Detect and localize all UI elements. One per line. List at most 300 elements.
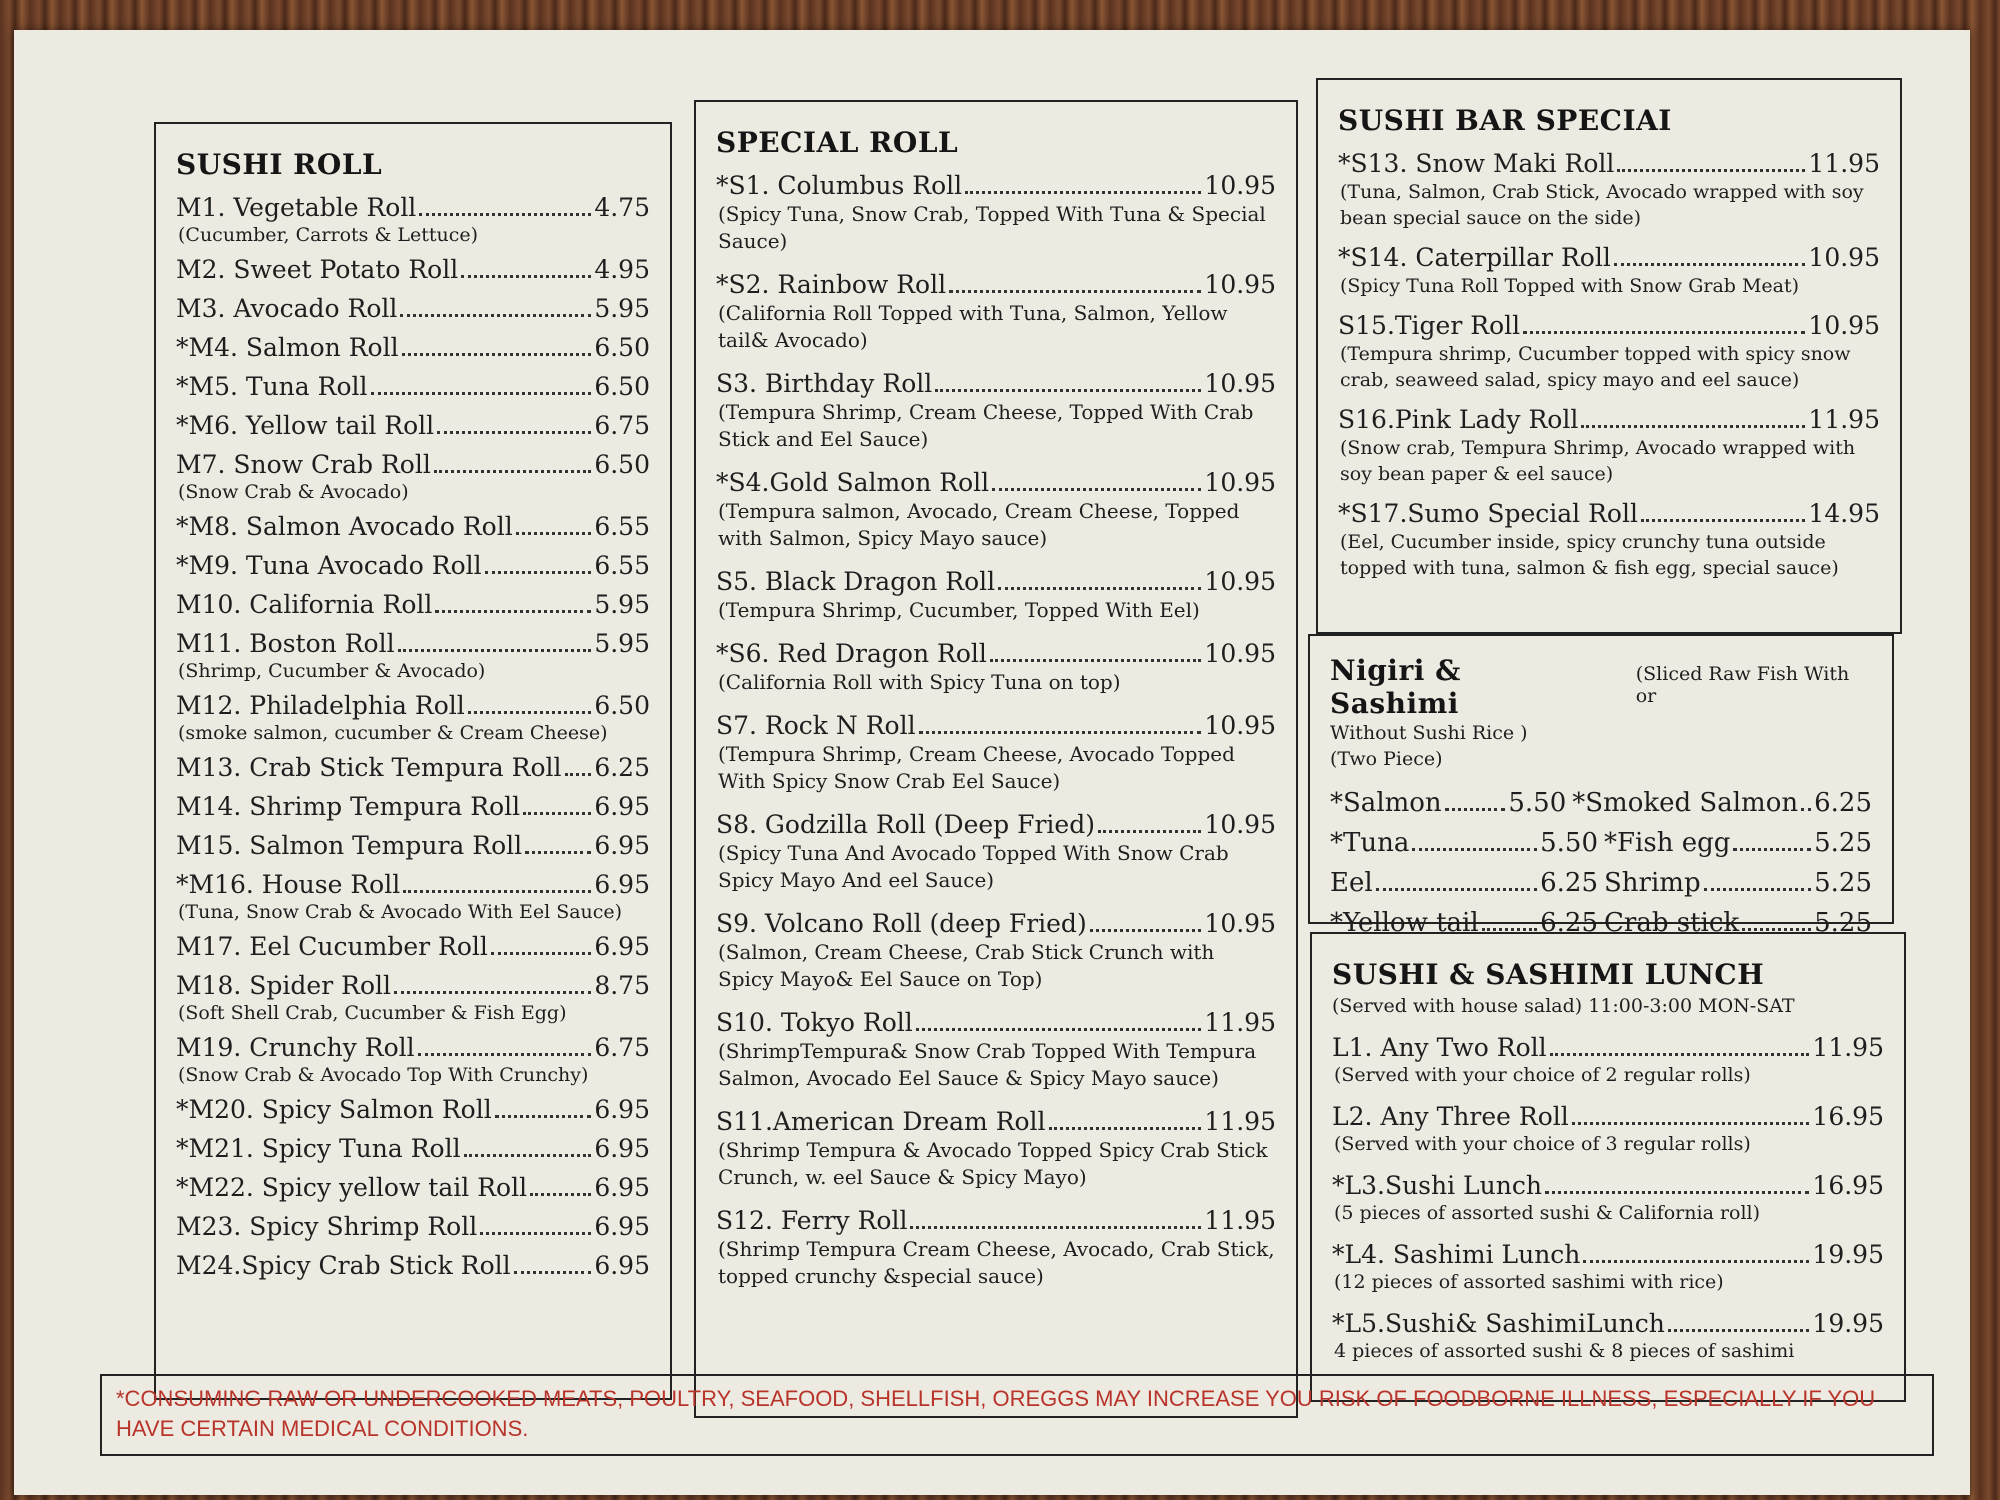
allergy-warning: *CONSUMING RAW OR UNDERCOOKED MEATS, POULTRY, SEAFOOD, SHELLFISH, OREGGS MAY INCREASE YOU RISK OF FOODBORNE ILLNESS, ESPECIALLY IF YOU HAVE CERTAIN MEDICAL CONDITIONS. [100,1374,1934,1456]
item-description: (California Roll with Spicy Tuna on top) [718,670,1121,694]
dot-leader [371,392,592,395]
dot-leader [419,213,591,216]
menu-item [176,969,650,1026]
dot-leader [516,532,592,535]
dot-leader [495,1115,592,1118]
item-price: 5.25 [1814,868,1872,898]
item-name: *Fish egg [1604,828,1731,858]
item-price: 19.95 [1812,1240,1884,1269]
item-price: 6.25 [1540,868,1598,898]
dot-leader [1445,808,1506,811]
item-line [176,1132,650,1166]
dot-leader [1523,331,1805,334]
item-name: *S2. Rainbow Roll [716,270,947,299]
item-name: *Tuna [1330,828,1410,858]
item-price: 6.50 [594,691,650,720]
item-line [1338,241,1880,275]
item-price: 6.95 [594,870,650,899]
nigiri-panel [1308,634,1894,938]
item-line [176,751,650,785]
dot-leader [434,470,592,473]
menu-item [716,466,1276,552]
lunch-panel [1310,932,1906,1402]
dot-leader [998,587,1201,590]
item-line [1330,826,1598,860]
menu-item [176,1210,650,1244]
dot-leader [1617,169,1805,172]
dot-leader [916,1028,1202,1031]
item-name: *L5.Sushi& SashimiLunch [1332,1309,1665,1338]
dot-leader [990,659,1202,662]
item-name: *Smoked Salmon [1572,788,1799,818]
item-price: 6.95 [594,831,650,860]
item-description: (California Roll Topped with Tuna, Salmon, Yellow tail& Avocado) [718,301,1228,352]
item-price: 6.75 [594,1033,650,1062]
dot-leader [965,191,1201,194]
dot-leader [1704,888,1812,891]
item-description: (Soft Shell Crab, Cucumber & Fish Egg) [178,1002,567,1024]
special-roll-panel [694,100,1298,1418]
item-line [176,930,650,964]
item-description: (Served with your choice of 3 regular rolls) [1334,1133,1751,1155]
item-line [176,191,650,225]
menu-item [1338,309,1880,393]
item-price: 10.95 [1204,711,1276,740]
item-name: *M20. Spicy Salmon Roll [176,1095,492,1124]
item-description: (Eel, Cucumber inside, spicy crunchy tuna outside topped with tuna, salmon & fish egg, special sauce) [1340,531,1839,579]
menu-item [716,808,1276,894]
item-name: L2. Any Three Roll [1332,1102,1569,1131]
item-price: 10.95 [1204,468,1276,497]
item-line [716,637,1276,671]
item-line [176,253,650,287]
item-description: (Served with your choice of 2 regular rolls) [1334,1064,1751,1086]
item-line [716,1105,1276,1139]
dot-leader [992,488,1201,491]
item-description: (Tempura shrimp, Cucumber topped with spicy snow crab, seaweed salad, spicy mayo and eel sauce) [1340,343,1851,391]
dot-leader [1572,1122,1810,1125]
item-line [1338,147,1880,181]
item-price: 16.95 [1812,1171,1884,1200]
nigiri-note-2 [1330,720,1872,772]
menu-item [176,930,650,964]
dot-leader [1583,1260,1809,1263]
item-price: 11.95 [1204,1008,1276,1037]
dot-leader [1545,1191,1809,1194]
item-line [716,808,1276,842]
item-line [716,709,1276,743]
menu-item [176,409,650,443]
item-name: *M9. Tuna Avocado Roll [176,551,482,580]
menu-item [716,907,1276,993]
item-name: L1. Any Two Roll [1332,1033,1547,1062]
item-line [176,370,650,404]
menu-item [176,253,650,287]
item-line [716,565,1276,599]
item-price: 10.95 [1204,171,1276,200]
item-name: *L4. Sashimi Lunch [1332,1240,1581,1269]
dot-leader [1733,848,1811,851]
item-name: *M21. Spicy Tuna Roll [176,1134,461,1163]
item-name: M17. Eel Cucumber Roll [176,932,488,961]
item-price: 11.95 [1204,1206,1276,1235]
item-price: 6.25 [594,753,650,782]
menu-item [1338,241,1880,299]
menu-item [716,565,1276,624]
dot-leader [402,353,592,356]
item-price: 5.95 [594,294,650,323]
item-price: 10.95 [1204,567,1276,596]
menu-item [176,588,650,622]
menu-item [1338,497,1880,581]
dot-leader [1090,929,1202,932]
item-line [1332,1169,1884,1203]
nigiri-grid [1330,786,1872,940]
item-description: (Shrimp Tempura Cream Cheese, Avocado, Crab Stick, topped crunchy &special sauce) [718,1237,1275,1288]
item-name: M23. Spicy Shrimp Roll [176,1212,478,1241]
item-line [1338,309,1880,343]
item-line [716,367,1276,401]
menu-item [176,829,650,863]
item-description: (Tempura salmon, Avocado, Cream Cheese, Topped with Salmon, Spicy Mayo sauce) [718,499,1240,550]
menu-item [1332,1169,1884,1226]
item-description: (Tuna, Salmon, Crab Stick, Avocado wrapped with soy bean special sauce on the side) [1340,181,1864,229]
item-name: *L3.Sushi Lunch [1332,1171,1542,1200]
item-name: *S6. Red Dragon Roll [716,639,987,668]
menu-item [176,370,650,404]
menu-sheet [14,30,1970,1495]
item-name: *M4. Salmon Roll [176,333,399,362]
item-name: S11.American Dream Roll [716,1107,1046,1136]
item-name: *M5. Tuna Roll [176,372,368,401]
menu-item [716,1105,1276,1191]
item-name: *S4.Gold Salmon Roll [716,468,990,497]
dot-leader [1641,519,1805,522]
item-price: 10.95 [1204,369,1276,398]
nigiri-header [1330,654,1872,720]
item-price: 6.75 [594,411,650,440]
item-line [716,268,1276,302]
nigiri-row [1330,866,1872,900]
dot-leader [1742,928,1811,931]
item-name: *M8. Salmon Avocado Roll [176,512,513,541]
dot-leader [398,649,592,652]
item-line [176,549,650,583]
dot-leader [525,851,591,854]
menu-item [1338,403,1880,487]
item-price: 10.95 [1204,270,1276,299]
item-line [1332,1031,1884,1065]
item-price: 6.95 [594,1095,650,1124]
item-name: *S14. Caterpillar Roll [1338,243,1611,272]
item-price: 10.95 [1808,311,1880,340]
item-description: (Salmon, Cream Cheese, Crab Stick Crunch with Spicy Mayo& Eel Sauce on Top) [718,940,1215,991]
item-line [176,969,650,1003]
item-name: M19. Crunchy Roll [176,1033,415,1062]
item-line [716,169,1276,203]
item-price: 5.25 [1814,908,1872,938]
item-description: (Shrimp Tempura & Avocado Topped Spicy Crab Stick Crunch, w. eel Sauce & Spicy Mayo) [718,1138,1268,1189]
item-name: S8. Godzilla Roll (Deep Fried) [716,810,1095,839]
dot-leader [1668,1329,1810,1332]
dot-leader [1049,1127,1202,1130]
menu-item [1332,1100,1884,1157]
item-price: 6.55 [594,512,650,541]
item-name: S16.Pink Lady Roll [1338,405,1579,434]
sushi-roll-list [176,191,650,1283]
dot-leader [403,890,591,893]
menu-item [716,268,1276,354]
item-line [176,409,650,443]
item-name: M3. Avocado Roll [176,294,398,323]
menu-item [1332,1307,1884,1364]
dot-leader [1801,808,1811,811]
menu-item [176,868,650,925]
item-line [176,1031,650,1065]
menu-item [716,1204,1276,1290]
item-description: (smoke salmon, cucumber & Cream Cheese) [178,722,608,744]
dot-leader [1098,830,1201,833]
dot-leader [565,773,592,776]
item-line [1604,826,1872,860]
item-price: 6.50 [594,450,650,479]
item-name: *M6. Yellow tail Roll [176,411,435,440]
nigiri-note: (Sliced Raw Fish With or [1635,663,1850,707]
item-description: (Snow Crab & Avocado Top With Crunchy) [178,1064,589,1086]
item-price: 6.50 [594,333,650,362]
item-price: 5.95 [594,590,650,619]
item-line [716,907,1276,941]
menu-item [176,751,650,785]
sushi-bar-panel [1316,78,1902,634]
item-price: 6.95 [594,932,650,961]
item-description: (Tempura Shrimp, Cream Cheese, Avocado Topped With Spicy Snow Crab Eel Sauce) [718,742,1235,793]
nigiri-note-line-2: Without Sushi Rice ) [1330,722,1528,744]
section-title: SPECIAL ROLL [716,126,959,159]
item-price: 6.95 [594,1173,650,1202]
item-line [176,790,650,824]
item-price: 10.95 [1204,909,1276,938]
menu-item [176,510,650,544]
item-price: 11.95 [1808,149,1880,178]
menu-item [176,689,650,746]
nigiri-row [1330,786,1872,820]
menu-item [176,331,650,365]
item-name: *S13. Snow Maki Roll [1338,149,1615,178]
menu-item [716,367,1276,453]
dot-leader [461,275,591,278]
dot-leader [491,952,591,955]
item-description: (12 pieces of assorted sashimi with rice) [1334,1271,1724,1293]
item-price: 11.95 [1812,1033,1884,1062]
dot-leader [949,290,1201,293]
item-name: Eel [1330,868,1373,898]
item-line [1572,786,1872,820]
item-line [176,1171,650,1205]
item-name: M18. Spider Roll [176,971,391,1000]
item-line [1332,1100,1884,1134]
item-name: M24.Spicy Crab Stick Roll [176,1251,511,1280]
item-price: 6.50 [594,372,650,401]
item-name: M7. Snow Crab Roll [176,450,431,479]
section-title: SUSHI & SASHIMI LUNCH [1332,958,1765,991]
item-price: 6.55 [594,551,650,580]
section-title: SUSHI ROLL [176,148,383,181]
dot-leader [435,610,591,613]
dot-leader [514,1271,592,1274]
item-price: 10.95 [1204,639,1276,668]
item-price: 10.95 [1808,243,1880,272]
item-name: S5. Black Dragon Roll [716,567,996,596]
item-price: 19.95 [1812,1309,1884,1338]
item-name: Crab stick [1604,908,1740,938]
item-price: 10.95 [1204,810,1276,839]
item-line [716,1006,1276,1040]
item-price: 5.50 [1508,788,1567,818]
item-description: (ShrimpTempura& Snow Crab Topped With Tempura Salmon, Avocado Eel Sauce & Spicy Mayo sauce) [718,1039,1257,1090]
item-price: 6.25 [1540,908,1598,938]
item-line [716,466,1276,500]
menu-item [716,709,1276,795]
menu-item [176,1171,650,1205]
item-price: 11.95 [1808,405,1880,434]
item-line [1604,866,1872,900]
menu-item [176,1132,650,1166]
nigiri-note-line-3: (Two Piece) [1330,748,1443,770]
dot-leader [400,314,591,317]
dot-leader [480,1232,591,1235]
item-description: (Spicy Tuna, Snow Crab, Topped With Tuna & Special Sauce) [718,202,1266,253]
dot-leader [394,991,591,994]
lunch-subtitle: (Served with house salad) 11:00-3:00 MON-SAT [1332,995,1795,1017]
item-description: (Tempura Shrimp, Cream Cheese, Topped With Crab Stick and Eel Sauce) [718,400,1254,451]
dot-leader [919,731,1202,734]
item-line [176,627,650,661]
item-name: S7. Rock N Roll [716,711,916,740]
item-line [1338,403,1880,437]
dot-leader [935,389,1201,392]
item-description: (Shrimp, Cucumber & Avocado) [178,660,486,682]
item-name: S9. Volcano Roll (deep Fried) [716,909,1087,938]
dot-leader [485,571,592,574]
item-line [176,1093,650,1127]
item-line [716,1204,1276,1238]
dot-leader [1412,848,1537,851]
item-name: *Yellow tail [1330,908,1479,938]
menu-item [176,627,650,684]
item-price: 4.75 [594,193,650,222]
item-name: M1. Vegetable Roll [176,193,417,222]
dot-leader [910,1226,1201,1229]
item-name: M10. California Roll [176,590,433,619]
item-name: M12. Philadelphia Roll [176,691,465,720]
item-price: 5.50 [1540,828,1598,858]
item-name: M13. Crab Stick Tempura Roll [176,753,562,782]
item-price: 5.25 [1814,828,1872,858]
dot-leader [1581,425,1805,428]
item-description: (5 pieces of assorted sushi & California roll) [1334,1202,1761,1224]
item-price: 6.95 [594,1134,650,1163]
item-price: 8.75 [594,971,650,1000]
item-name: M2. Sweet Potato Roll [176,255,459,284]
item-name: *M16. House Roll [176,870,401,899]
item-name: S12. Ferry Roll [716,1206,908,1235]
item-description: (Spicy Tuna And Avocado Topped With Snow Crab Spicy Mayo And eel Sauce) [718,841,1229,892]
item-line [176,868,650,902]
menu-item [176,1093,650,1127]
menu-item [176,790,650,824]
item-line [1338,497,1880,531]
menu-item [1332,1238,1884,1295]
item-price: 14.95 [1808,499,1880,528]
item-line [176,448,650,482]
menu-item [176,1031,650,1088]
item-line [1332,1238,1884,1272]
item-name: *M22. Spicy yellow tail Roll [176,1173,528,1202]
section-title: Nigiri & Sashimi [1330,654,1461,720]
item-description: (Snow crab, Tempura Shrimp, Avocado wrapped with soy bean paper & eel sauce) [1340,437,1856,485]
item-price: 6.95 [594,792,650,821]
item-line [176,1210,650,1244]
dot-leader [464,1154,592,1157]
dot-leader [523,812,591,815]
item-name: S15.Tiger Roll [1338,311,1521,340]
dot-leader [1614,263,1806,266]
dot-leader [437,431,591,434]
item-line [1332,1307,1884,1341]
item-name: M11. Boston Roll [176,629,395,658]
item-line [176,689,650,723]
item-name: S10. Tokyo Roll [716,1008,913,1037]
menu-item [176,448,650,505]
menu-item [716,169,1276,255]
item-description: (Tuna, Snow Crab & Avocado With Eel Sauce) [178,901,623,923]
item-price: 6.95 [594,1212,650,1241]
item-price: 16.95 [1812,1102,1884,1131]
item-price: 6.25 [1814,788,1872,818]
item-name: *S1. Columbus Roll [716,171,963,200]
item-price: 11.95 [1204,1107,1276,1136]
item-line [176,1249,650,1283]
item-description: (Spicy Tuna Roll Topped with Snow Grab Meat) [1340,275,1800,297]
dot-leader [1550,1053,1810,1056]
section-title: SUSHI BAR SPECIAI [1338,104,1672,137]
item-name: M15. Salmon Tempura Roll [176,831,523,860]
item-line [176,829,650,863]
item-line [1330,786,1566,820]
sushi-roll-panel [154,122,672,1400]
menu-item [176,191,650,248]
item-line [176,510,650,544]
item-line [176,292,650,326]
dot-leader [1376,888,1537,891]
item-name: M14. Shrimp Tempura Roll [176,792,521,821]
item-price: 6.95 [594,1251,650,1280]
item-description: (Snow Crab & Avocado) [178,481,409,503]
special-roll-list [716,169,1276,1290]
item-name: *S17.Sumo Special Roll [1338,499,1638,528]
menu-item [716,637,1276,696]
item-description: (Cucumber, Carrots & Lettuce) [178,224,479,246]
menu-item [176,549,650,583]
menu-item [176,292,650,326]
menu-item [176,1249,650,1283]
menu-item [1332,1031,1884,1088]
item-description: 4 pieces of assorted sushi & 8 pieces of sashimi [1334,1340,1795,1362]
lunch-list [1332,1031,1884,1364]
item-price: 4.95 [594,255,650,284]
item-name: *Salmon [1330,788,1442,818]
